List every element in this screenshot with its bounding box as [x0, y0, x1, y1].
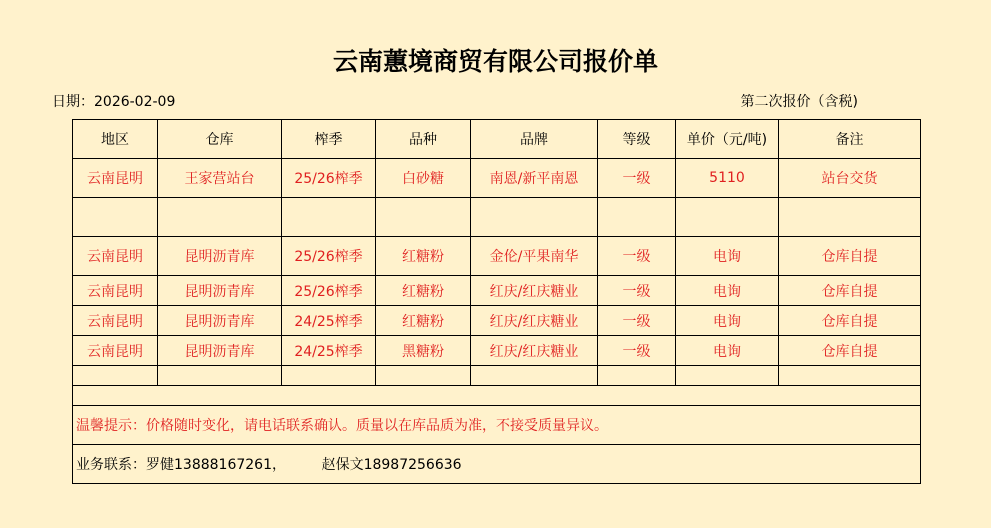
table-row — [73, 159, 921, 198]
spacer-row — [73, 386, 921, 406]
cell-unit-price — [676, 366, 779, 386]
cell-unit-price: 电询 — [676, 336, 779, 366]
cell-grade: 一级 — [598, 336, 676, 366]
cell-variety: 红糖粉 — [376, 237, 471, 276]
cell-warehouse — [158, 198, 282, 237]
cell-region — [73, 198, 158, 237]
contact-row — [73, 445, 921, 484]
cell-region: 云南昆明 — [73, 159, 158, 198]
table-row — [73, 336, 921, 366]
cell-season: 25/26榨季 — [282, 276, 376, 306]
cell-remarks: 站台交货 — [779, 159, 921, 198]
table-header-row — [73, 120, 921, 159]
cell-warehouse: 昆明沥青库 — [158, 336, 282, 366]
table-row — [73, 366, 921, 386]
header-region: 地区 — [73, 120, 158, 159]
notice-text: 温馨提示：价格随时变化，请电话联系确认。质量以在库品质为准，不接受质量异议。 — [73, 406, 921, 445]
cell-remarks: 仓库自提 — [779, 276, 921, 306]
cell-region — [73, 366, 158, 386]
cell-season — [282, 198, 376, 237]
cell-unit-price: 5110 — [676, 159, 779, 198]
cell-region: 云南昆明 — [73, 306, 158, 336]
cell-grade: 一级 — [598, 306, 676, 336]
header-brand: 品牌 — [471, 120, 598, 159]
cell-warehouse: 昆明沥青库 — [158, 306, 282, 336]
cell-brand: 红庆/红庆糖业 — [471, 306, 598, 336]
cell-variety — [376, 198, 471, 237]
cell-unit-price: 电询 — [676, 276, 779, 306]
cell-remarks — [779, 366, 921, 386]
cell-warehouse — [158, 366, 282, 386]
cell-brand: 红庆/红庆糖业 — [471, 276, 598, 306]
cell-warehouse: 昆明沥青库 — [158, 237, 282, 276]
header-unit-price: 单价（元/吨) — [676, 120, 779, 159]
cell-brand — [471, 366, 598, 386]
table-row — [73, 198, 921, 237]
cell-season: 25/26榨季 — [282, 237, 376, 276]
cell-season — [282, 366, 376, 386]
cell-unit-price: 电询 — [676, 237, 779, 276]
cell-warehouse: 王家营站台 — [158, 159, 282, 198]
header-variety: 品种 — [376, 120, 471, 159]
cell-variety: 红糖粉 — [376, 306, 471, 336]
cell-season: 25/26榨季 — [282, 159, 376, 198]
cell-season: 24/25榨季 — [282, 306, 376, 336]
cell-remarks: 仓库自提 — [779, 306, 921, 336]
document-title: 云南蕙境商贸有限公司报价单 — [332, 47, 658, 76]
cell-brand: 南恩/新平南恩 — [471, 159, 598, 198]
quote-round-label: 第二次报价（含税) — [740, 94, 858, 110]
cell-brand: 红庆/红庆糖业 — [471, 336, 598, 366]
contact-text: 业务联系：罗健13888167261， 赵保文18987256636 — [73, 445, 921, 484]
cell-brand: 金伦/平果南华 — [471, 237, 598, 276]
header-remarks: 备注 — [779, 120, 921, 159]
table-row — [73, 237, 921, 276]
cell-season: 24/25榨季 — [282, 336, 376, 366]
cell-grade — [598, 198, 676, 237]
table-row — [73, 306, 921, 336]
cell-remarks: 仓库自提 — [779, 336, 921, 366]
cell-variety: 白砂糖 — [376, 159, 471, 198]
notice-row — [73, 406, 921, 445]
cell-variety — [376, 366, 471, 386]
header-grade: 等级 — [598, 120, 676, 159]
cell-region: 云南昆明 — [73, 276, 158, 306]
cell-grade — [598, 366, 676, 386]
cell-grade: 一级 — [598, 159, 676, 198]
cell-variety: 红糖粉 — [376, 276, 471, 306]
cell-grade: 一级 — [598, 276, 676, 306]
cell-unit-price — [676, 198, 779, 237]
cell-region: 云南昆明 — [73, 237, 158, 276]
cell-remarks: 仓库自提 — [779, 237, 921, 276]
header-warehouse: 仓库 — [158, 120, 282, 159]
quote-date: 日期：2026-02-09 — [52, 94, 176, 110]
cell-warehouse: 昆明沥青库 — [158, 276, 282, 306]
table-row — [73, 276, 921, 306]
cell-brand — [471, 198, 598, 237]
cell-remarks — [779, 198, 921, 237]
cell-unit-price: 电询 — [676, 306, 779, 336]
header-season: 榨季 — [282, 120, 376, 159]
cell-region: 云南昆明 — [73, 336, 158, 366]
price-table — [72, 119, 921, 484]
cell-grade: 一级 — [598, 237, 676, 276]
cell-variety: 黑糖粉 — [376, 336, 471, 366]
